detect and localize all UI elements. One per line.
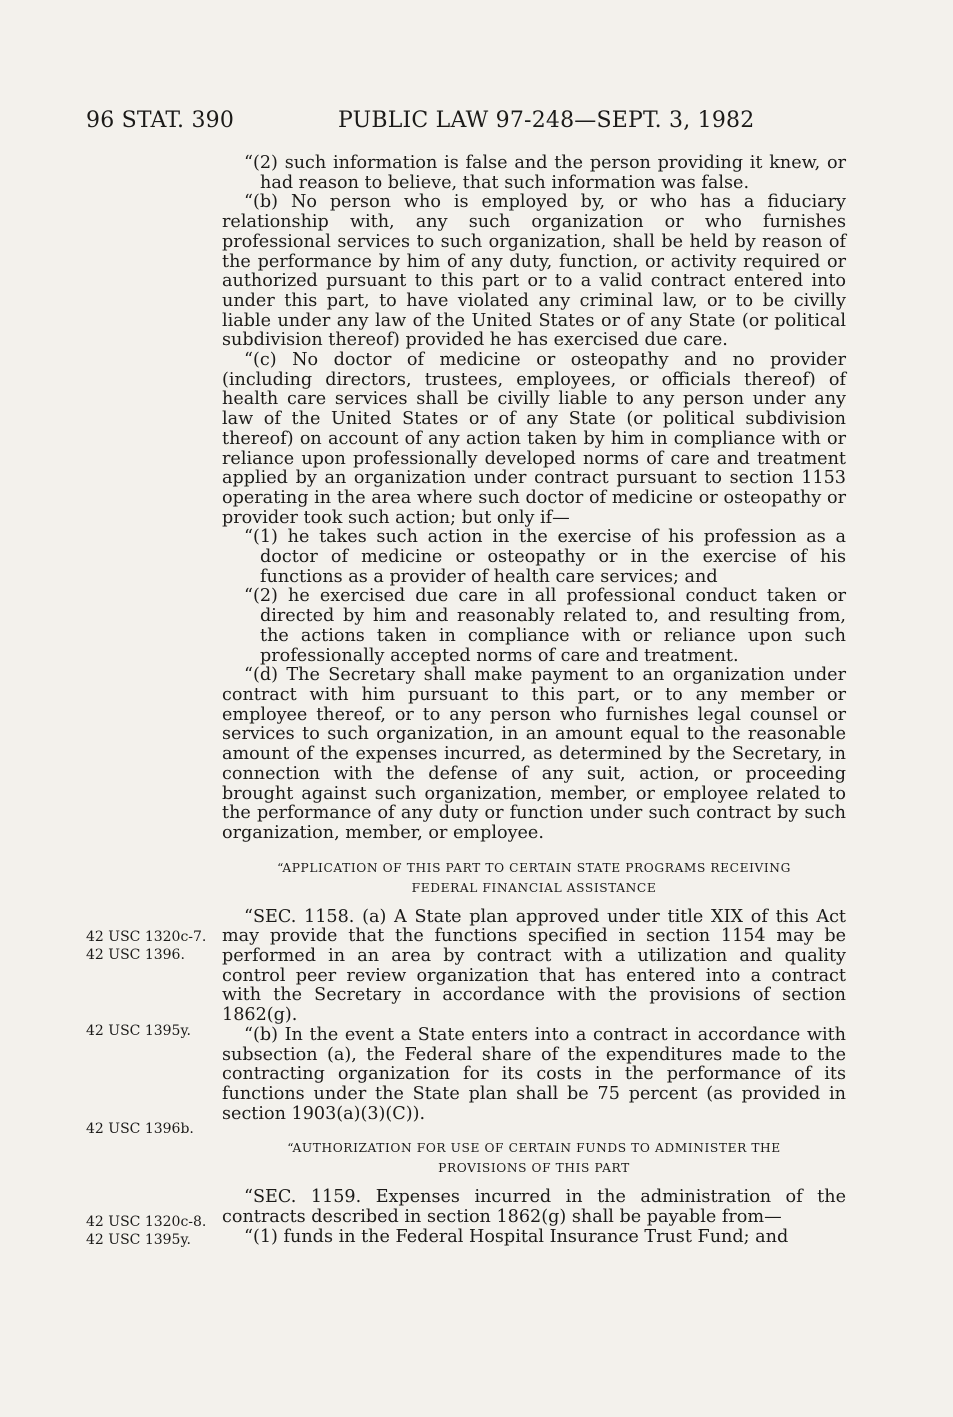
- paragraph-c: “(c) No doctor of medicine or osteopathy and no provider (including directors, trustees, employees, or officials thereof) of health care services shall be civilly liable to any person under any law of the United States or of any State (or political subdivision thereof) on account of any action taken by him in compliance with or reliance upon professionally developed norms of care and treatment applied by an organization under contract pursuant to section 1153 operating in the area where such doctor of medicine or osteopathy or provider took such action; but only if—: [222, 350, 846, 528]
- paragraph-c1: “(1) he takes such action in the exercise of his profession as a doctor of medicine or osteopathy or in the exercise of his functions as a provider of health care services; and: [244, 527, 846, 587]
- paragraph-a2: “(2) such information is false and the person providing it knew, or had reason to believe, that such information was false.: [244, 153, 846, 193]
- heading-line: FEDERAL FINANCIAL ASSISTANCE: [411, 880, 657, 895]
- heading-line: “AUTHORIZATION FOR USE OF CERTAIN FUNDS TO ADMINISTER THE: [287, 1141, 781, 1156]
- document-body: [222, 154, 846, 1247]
- heading-line: “APPLICATION OF THIS PART TO CERTAIN STATE PROGRAMS RECEIVING: [277, 860, 791, 875]
- paragraph-c2: “(2) he exercised due care in all professional conduct taken or directed by him and reasonably related to, and resulting from, the actions taken in compliance with or reliance upon such professionally accepted norms of care and treatment.: [244, 586, 846, 666]
- law-title-header: PUBLIC LAW 97-248—SEPT. 3, 1982: [338, 108, 755, 133]
- paragraph-d: “(d) The Secretary shall make payment to an organization under contract with him pursuant to this part, or to any member or employee thereof, or to any person who furnishes legal counsel or services to such organization, in an amount equal to the reasonable amount of the expenses incurred, as determined by the Secretary, in connection with the defense of any suit, action, or proceeding brought against such organization, member, or employee related to the performance of any duty or function under such contract by such organization, member, or employee.: [222, 665, 846, 843]
- paragraph-b: “(b) No person who is employed by, or who has a fiduciary relationship with, any such organization or who furnishes professional services to such organization, shall be held by reason of the performance by him of any duty, function, or activity required or authorized pursuant to this part or to a valid contract entered into under this part, to have violated any criminal law, or to be civilly liable under any law of the United States or of any State (or political subdivision thereof) provided he has exercised due care.: [222, 192, 846, 351]
- paragraph-sec-1158-b: “(b) In the event a State enters into a contract in accordance with subsection (a), the Federal share of the expenditures made to the contracting organization for its costs in the performance of its functions under the State plan shall be 75 percent (as provided in section 1903(a)(3)(C)).: [222, 1024, 846, 1124]
- margin-note-citation: 42 USC 1396b.: [86, 1121, 194, 1137]
- section-heading-authorization: [222, 1138, 846, 1178]
- margin-note-citation: 42 USC 1395y.: [86, 1023, 191, 1039]
- paragraph-sec-1159-1: “(1) funds in the Federal Hospital Insurance Trust Fund; and: [244, 1226, 789, 1247]
- margin-note-citation: 42 USC 1395y.: [86, 1232, 191, 1248]
- paragraph-sec-1158-a: “SEC. 1158. (a) A State plan approved under title XIX of this Act may provide that the functions specified in section 1154 may be performed in an area by contract with a utilization and quality control peer review organization that has entered into a contract with the Secretary in accordance with the provisions of section 1862(g).: [222, 906, 846, 1026]
- section-heading-state-programs: [222, 858, 846, 898]
- paragraph-sec-1159: “SEC. 1159. Expenses incurred in the administration of the contracts described in section 1862(g) shall be payable from—: [222, 1187, 846, 1228]
- stat-page-number: 96 STAT. 390: [86, 108, 235, 133]
- margin-note-citation: 42 USC 1320c-8.: [86, 1214, 207, 1230]
- heading-line: PROVISIONS OF THIS PART: [438, 1161, 630, 1176]
- margin-note-citation: 42 USC 1320c-7.: [86, 929, 207, 945]
- margin-note-citation: 42 USC 1396.: [86, 947, 185, 963]
